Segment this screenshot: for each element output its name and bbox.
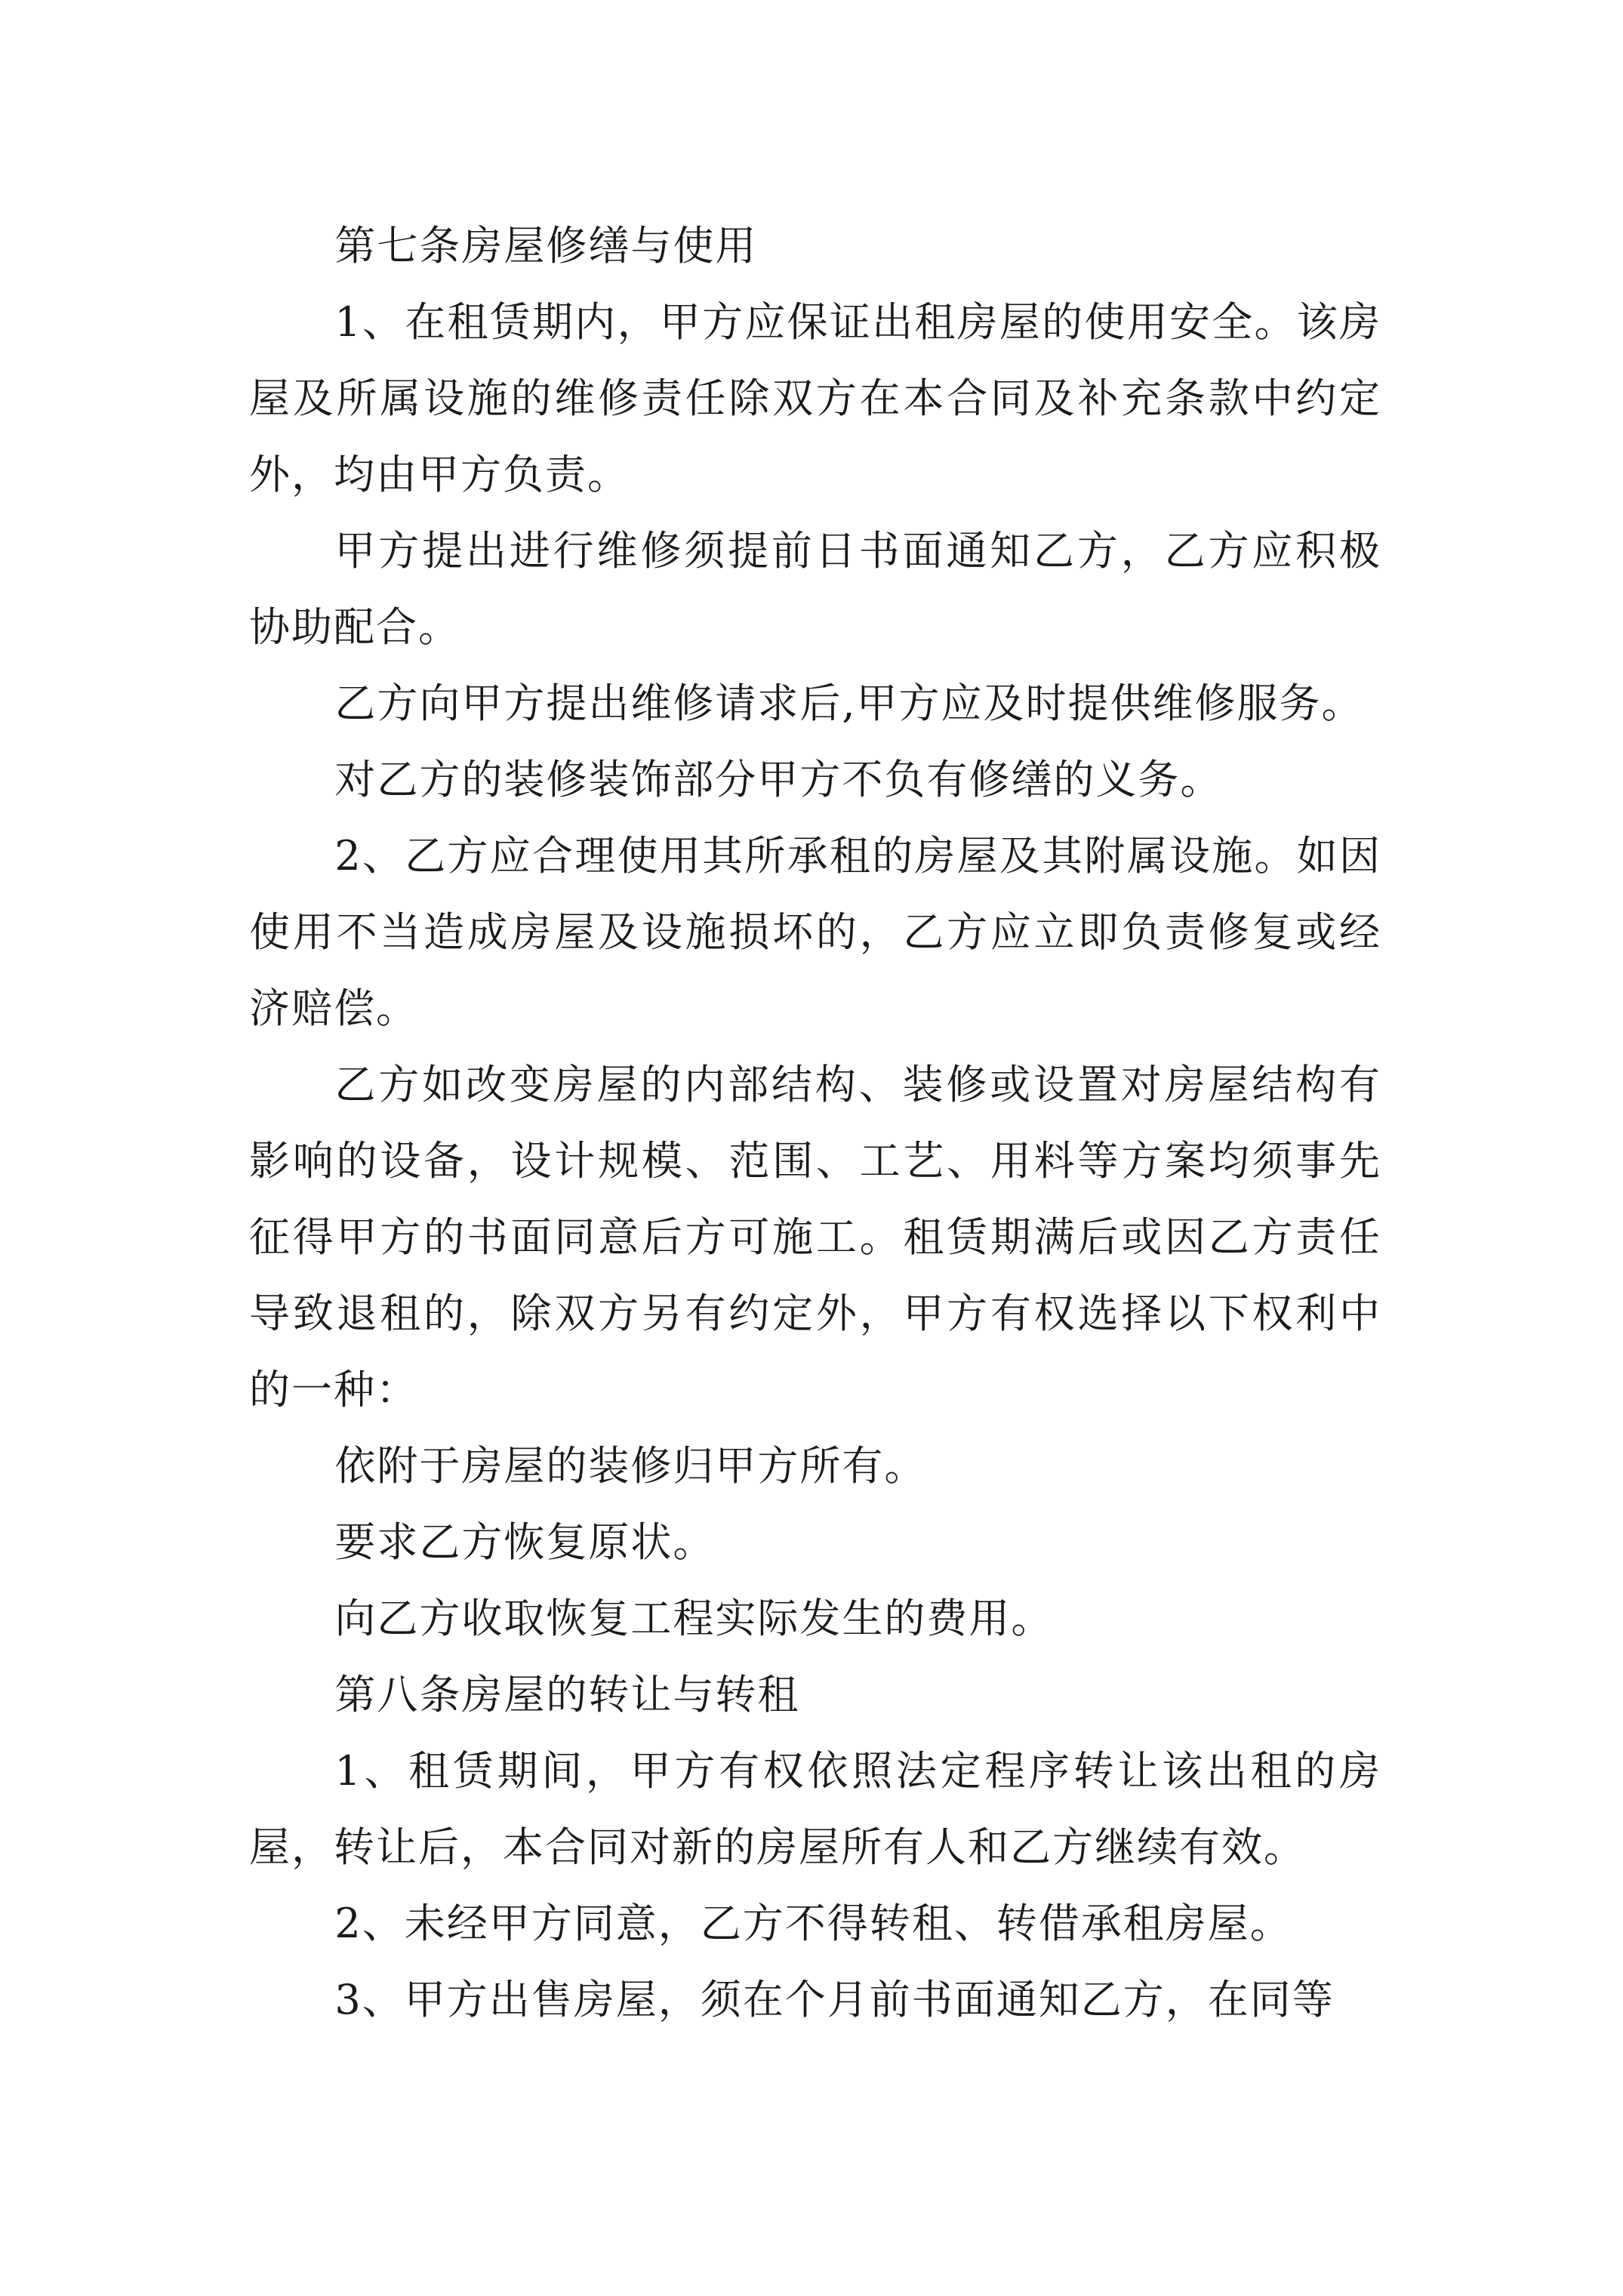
paragraph: 1、在租赁期内，甲方应保证出租房屋的使用安全。该房屋及所属设施的维修责任除双方在本合同及补充条款中约定外，均由甲方负责。 (249, 298, 1381, 498)
paragraph: 乙方向甲方提出维修请求后,甲方应及时提供维修服务。 (334, 680, 1364, 727)
paragraph: 1、租赁期间，甲方有权依照法定程序转让该出租的房屋，转让后，本合同对新的房屋所有人和乙方继续有效。 (249, 1747, 1381, 1871)
paragraph: 对乙方的装修装饰部分甲方不负有修缮的义务。 (334, 756, 1223, 803)
section-heading-article-8: 第八条房屋的转让与转租 (334, 1671, 800, 1718)
section-heading-article-7: 第七条房屋修缮与使用 (334, 222, 758, 270)
paragraph: 2、乙方应合理使用其所承租的房屋及其附属设施。如因使用不当造成房屋及设施损坏的，乙方应立即负责修复或经济赔偿。 (249, 832, 1381, 1032)
document-body (249, 208, 1381, 2038)
paragraph: 3、甲方出售房屋，须在个月前书面通知乙方，在同等 (334, 1976, 1335, 2023)
paragraph: 乙方如改变房屋的内部结构、装修或设置对房屋结构有影响的设备，设计规模、范围、工艺、用料等方案均须事先征得甲方的书面同意后方可施工。租赁期满后或因乙方责任导致退租的，除双方另有约定外，甲方有权选择以下权利中的一种： (249, 1061, 1381, 1413)
paragraph: 甲方提出进行维修须提前日书面通知乙方，乙方应积极协助配合。 (249, 527, 1381, 651)
paragraph: 向乙方收取恢复工程实际发生的费用。 (334, 1595, 1054, 1642)
paragraph: 2、未经甲方同意，乙方不得转租、转借承租房屋。 (334, 1900, 1292, 1947)
paragraph: 依附于房屋的装修归甲方所有。 (334, 1442, 927, 1490)
paragraph: 要求乙方恢复原状。 (334, 1518, 716, 1566)
